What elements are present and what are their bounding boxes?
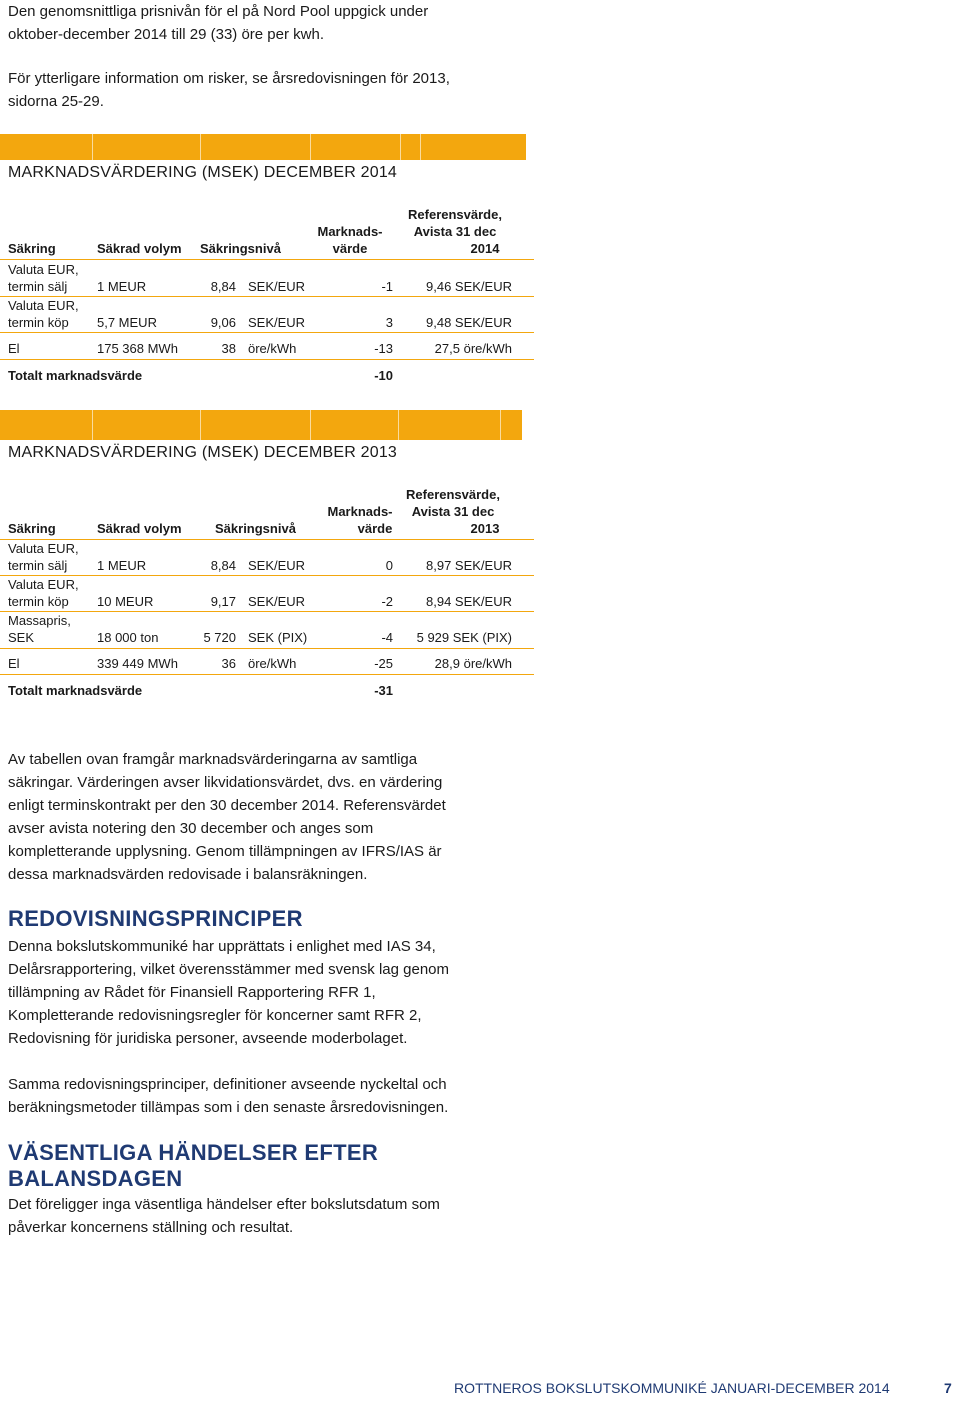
row-volume: 10 MEUR [97,594,154,609]
header-rule [0,539,534,540]
col-header-ref-2: Avista 31 dec [411,504,495,519]
row-reference: 8,97 SEK/EUR [426,558,512,573]
row-unit: öre/kWh [248,341,297,356]
text-line: avser avista notering den 30 december och anges som [8,820,374,837]
text-line: kompletterande upplysning. Genom tillämpningen av IFRS/IAS är [8,843,442,860]
row-level: 9,06 [210,315,236,330]
col-header-volume: Säkrad volym [97,241,182,256]
page-footer [454,1380,954,1396]
col-header-ref-1: Referensvärde, [406,487,500,502]
total-label: Totalt marknadsvärde [8,683,143,698]
col-header-ref-2: Avista 31 dec [413,224,497,239]
col-header-sakring: Säkring [8,241,56,256]
events-paragraph [8,1193,528,1239]
text-line: beräkningsmetoder tillämpas som i den senaste årsredovisningen. [8,1099,449,1116]
row-rule [0,648,534,649]
row-reference: 5 929 SEK (PIX) [416,630,512,645]
row-label: Valuta EUR, [8,298,79,313]
row-market-value: -2 [381,594,393,609]
row-market-value: -4 [381,630,393,645]
explanation-paragraph [8,748,528,886]
text-line: Delårsrapportering, vilket överensstämmer med svensk lag genom [8,961,450,978]
row-unit: öre/kWh [248,656,297,671]
col-header-volume: Säkrad volym [97,521,182,536]
total-value: -10 [374,368,393,383]
col-header-level: Säkringsnivå [215,521,296,536]
row-label: termin köp [8,594,69,609]
total-value: -31 [374,683,393,698]
text-line: Det föreligger inga väsentliga händelser efter bokslutsdatum som [8,1196,440,1213]
row-label: Valuta EUR, [8,541,79,556]
page-number: 7 [944,1380,952,1396]
section-heading-events [8,1140,378,1192]
text-line: Redovisning för juridiska personer, avseende moderbolaget. [8,1030,408,1047]
row-unit: SEK/EUR [248,279,306,294]
row-level: 8,84 [210,558,236,573]
row-label: termin sälj [8,279,68,294]
row-market-value: -25 [374,656,393,671]
text-line: Den genomsnittliga prisnivån för el på Nord Pool uppgick under [8,3,429,20]
row-reference: 27,5 öre/kWh [434,341,512,356]
row-unit: SEK (PIX) [248,630,308,645]
row-market-value: -13 [374,341,393,356]
heading-line: VÄSENTLIGA HÄNDELSER EFTER [8,1140,379,1165]
row-unit: SEK/EUR [248,594,306,609]
col-header-level: Säkringsnivå [200,241,281,256]
row-unit: SEK/EUR [248,558,306,573]
row-reference: 8,94 SEK/EUR [426,594,512,609]
text-line: dessa marknadsvärden redovisade i balansräkningen. [8,866,368,883]
valuation-table-2013 [0,0,540,710]
col-header-sakring: Säkring [8,521,56,536]
row-volume: 175 368 MWh [97,341,178,356]
row-volume: 1 MEUR [97,558,147,573]
principles-paragraph-1 [8,935,528,1050]
row-unit: SEK/EUR [248,315,306,330]
heading-line: BALANSDAGEN [8,1166,183,1191]
row-level: 38 [221,341,236,356]
row-rule [0,611,534,612]
text-line: säkringar. Värderingen avser likvidationsvärdet, dvs. en värdering [8,774,443,791]
row-volume: 5,7 MEUR [97,315,157,330]
text-line: Av tabellen ovan framgår marknadsvärderingarna av samtliga [8,751,418,768]
row-level: 5 720 [203,630,236,645]
row-reference: 9,46 SEK/EUR [426,279,512,294]
row-reference: 9,48 SEK/EUR [426,315,512,330]
row-label: Valuta EUR, [8,577,79,592]
text-line: enligt terminskontrakt per den 30 december 2014. Referensvärdet [8,797,446,814]
row-label: Massapris, [8,613,71,628]
row-volume: 339 449 MWh [97,656,178,671]
row-label: termin sälj [8,558,68,573]
col-header-market-1: Marknads- [317,224,383,239]
row-market-value: 3 [385,315,393,330]
row-label: Valuta EUR, [8,262,79,277]
row-market-value: -1 [381,279,393,294]
col-header-ref-3: 2014 [470,241,500,256]
row-rule [0,674,534,675]
principles-paragraph-2 [8,1073,528,1119]
table-title: MARKNADSVÄRDERING (MSEK) DECEMBER 2013 [8,444,398,461]
text-line: sidorna 25-29. [8,93,104,110]
row-label: termin köp [8,315,69,330]
row-rule [0,575,534,576]
text-line: tillämpning av Rådet för Finansiell Rapportering RFR 1, [8,984,376,1001]
row-level: 9,17 [210,594,236,609]
table-title: MARKNADSVÄRDERING (MSEK) DECEMBER 2014 [8,164,398,181]
col-header-ref-1: Referensvärde, [408,207,502,222]
col-header-ref-3: 2013 [470,521,500,536]
text-line: Denna bokslutskommuniké har upprättats i enlighet med IAS 34, [8,938,436,955]
total-label: Totalt marknadsvärde [8,368,143,383]
text-line: oktober-december 2014 till 29 (33) öre per kwh. [8,26,324,43]
row-label: El [8,656,20,671]
row-level: 8,84 [210,279,236,294]
row-volume: 18 000 ton [97,630,159,645]
row-reference: 28,9 öre/kWh [434,656,512,671]
text-line: Kompletterande redovisningsregler för koncerner samt RFR 2, [8,1007,422,1024]
col-header-market-1: Marknads- [327,504,393,519]
row-level: 36 [221,656,236,671]
col-header-market-2: värde [357,521,393,536]
text-line: Samma redovisningsprinciper, definitioner avseende nyckeltal och [8,1076,447,1093]
row-market-value: 0 [385,558,393,573]
row-volume: 1 MEUR [97,279,147,294]
row-label: El [8,341,20,356]
col-header-market-2: värde [332,241,368,256]
section-heading-principles: REDOVISNINGSPRINCIPER [8,906,303,931]
text-line: påverkar koncernens ställning och resultat. [8,1219,294,1236]
footer-text: ROTTNEROS BOKSLUTSKOMMUNIKÉ JANUARI-DECEMBER 2014 [454,1380,890,1396]
text-line: För ytterligare information om risker, se årsredovisningen för 2013, [8,70,450,87]
row-label: SEK [8,630,35,645]
